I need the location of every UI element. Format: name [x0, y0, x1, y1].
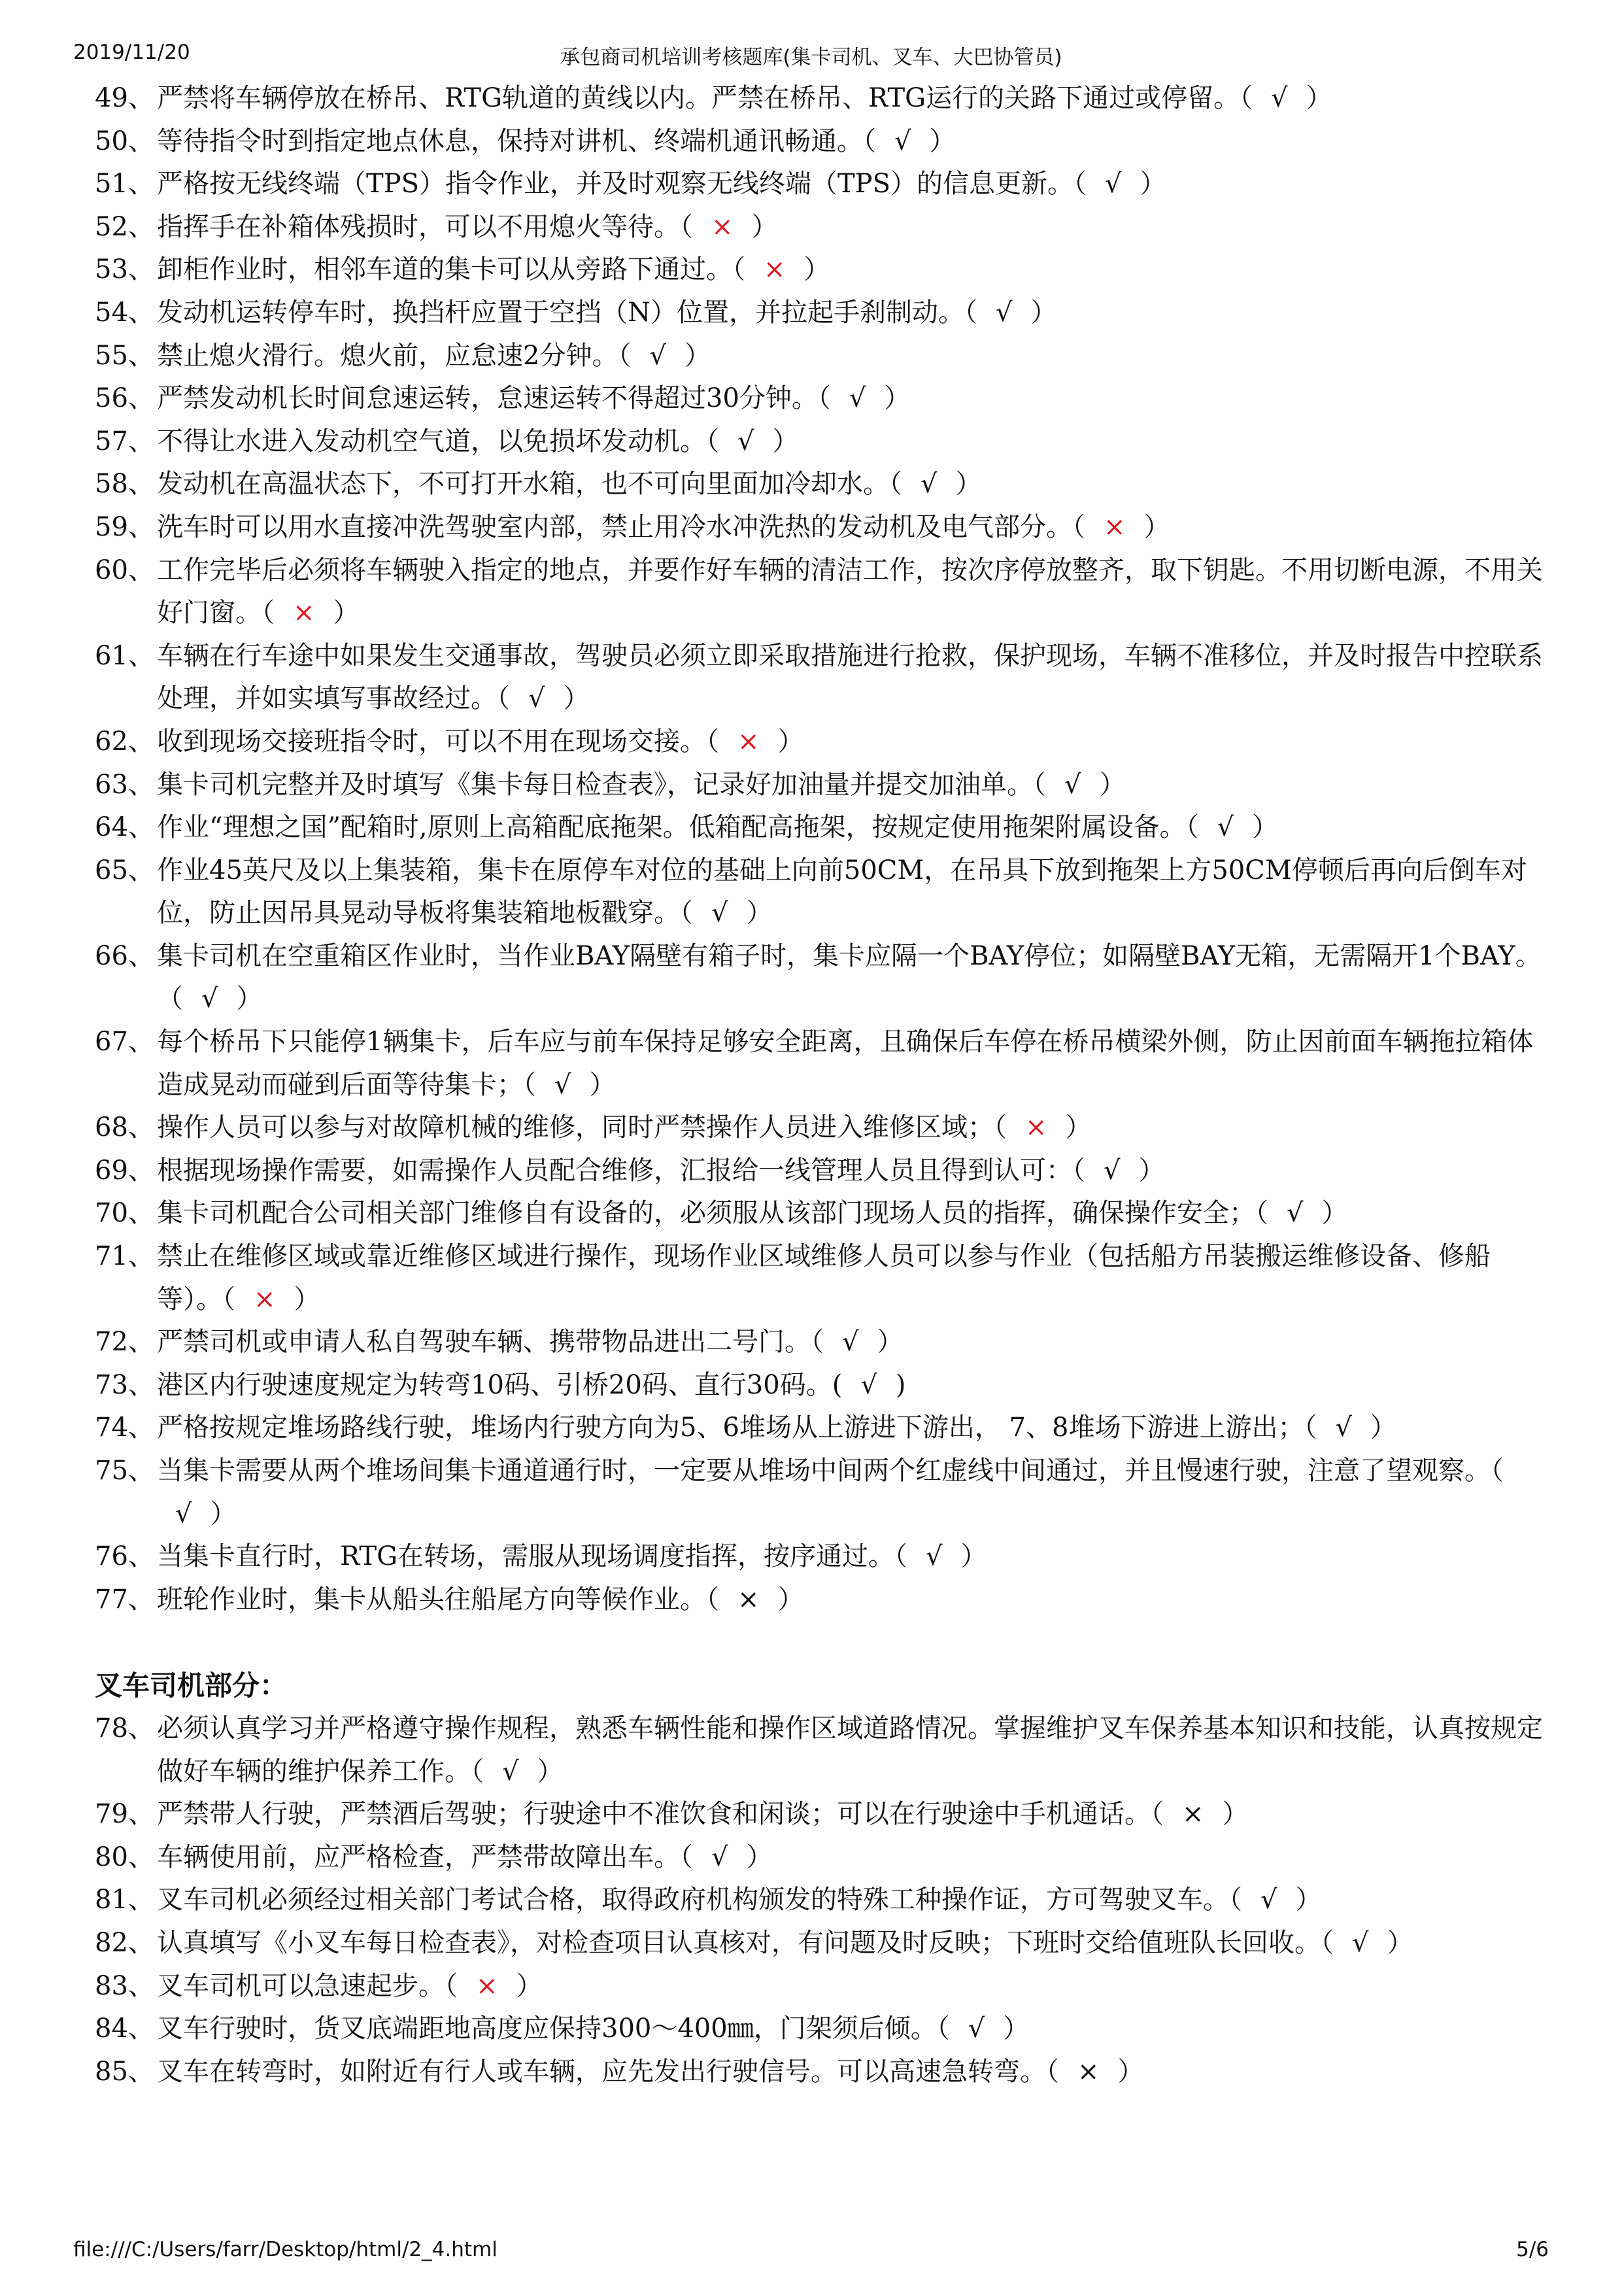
- question-text: 港区内行驶速度规定为转弯10码、引桥20码、直行30码。: [157, 1369, 832, 1400]
- question-number: 64、: [95, 812, 154, 843]
- question-text: 叉车在转弯时，如附近有行人或车辆，应先发出行驶信号。可以高速急转弯。: [157, 2056, 1046, 2087]
- question-item: [95, 721, 1546, 764]
- question-text: 洗车时可以用水直接冲洗驾驶室内部，禁止用冷水冲洗热的发动机及电气部分。: [157, 511, 1072, 542]
- answer-check-mark: √: [554, 1069, 571, 1100]
- answer-check-mark: √: [1335, 1413, 1353, 1443]
- answer-check-mark: √: [921, 469, 938, 500]
- question-list: [95, 77, 1546, 2093]
- question-number: 67、: [95, 1027, 154, 1057]
- question-item: [95, 1407, 1546, 1450]
- answer-open-paren: （: [894, 1541, 908, 1572]
- answer-cross-mark: ×: [764, 254, 786, 285]
- answer-open-paren: （: [889, 469, 902, 500]
- question-item: [95, 335, 1546, 378]
- question-text: 收到现场交接班指令时，可以不用在现场交接。: [157, 726, 706, 757]
- question-text: 禁止在维修区域或靠近维修区域进行操作，现场作业区域维修人员可以参与作业（包括船方吊装搬运维修设备、修船等）。: [157, 1241, 1491, 1314]
- question-item: [95, 1707, 1546, 1793]
- truck-driver-questions: [95, 77, 1546, 1621]
- answer-cross-mark: ×: [254, 1284, 276, 1314]
- question-item: [95, 163, 1546, 206]
- answer-open-paren: （: [157, 984, 183, 1014]
- question-number: 54、: [95, 297, 154, 328]
- answer-open-paren: （: [1185, 812, 1199, 843]
- question-item: [95, 1922, 1546, 1965]
- answer-open-paren: （: [706, 726, 719, 757]
- question-item: [95, 1836, 1546, 1879]
- question-item: [95, 120, 1546, 163]
- question-number: 73、: [95, 1369, 154, 1400]
- question-item: [95, 1321, 1546, 1364]
- question-item: [95, 1579, 1546, 1622]
- question-text: 发动机在高温状态下，不可打开水箱，也不可向里面加冷却水。: [157, 469, 889, 500]
- answer-open-paren: （: [680, 1842, 693, 1872]
- answer-open-paren: （: [1046, 2056, 1059, 2087]
- answer-close-paren: ）: [751, 211, 778, 242]
- question-text: 等待指令时到指定地点休息，保持对讲机、终端机通讯畅通。: [157, 126, 863, 156]
- answer-check-mark: √: [711, 898, 728, 929]
- question-number: 65、: [95, 855, 154, 885]
- answer-open-paren: （: [817, 383, 831, 414]
- question-text: 工作完毕后必须将车辆驶入指定的地点，并要作好车辆的清洁工作，按次序停放整齐，取下钥匙。不用切断电源，不用关好门窗。: [157, 555, 1543, 628]
- answer-close-paren: ）: [1387, 1927, 1413, 1958]
- question-number: 72、: [95, 1327, 154, 1358]
- question-text: 当集卡直行时，RTG在转场，需服从现场调度指挥，按序通过。: [157, 1541, 895, 1572]
- answer-check-mark: √: [996, 297, 1013, 328]
- answer-check-mark: √: [201, 984, 218, 1014]
- question-item: [95, 1879, 1546, 1922]
- answer-open-paren: （: [1229, 1885, 1242, 1915]
- question-text: 严禁将车辆停放在桥吊、RTG轨道的黄线以内。严禁在桥吊、RTG运行的关路下通过或停留。: [157, 83, 1240, 113]
- question-number: 80、: [95, 1842, 154, 1872]
- question-text: 车辆在行车途中如果发生交通事故，驾驶员必须立即采取措施进行抢救，保护现场，车辆不准移位，并及时报告中控联系处理，并如实填写事故经过。: [157, 640, 1543, 714]
- answer-close-paren: ）: [1140, 169, 1166, 199]
- answer-open-paren: （: [1491, 1456, 1504, 1486]
- answer-open-paren: （: [1072, 511, 1085, 542]
- answer-open-paren: （: [523, 1069, 536, 1100]
- document-title: 承包商司机培训考核题库(集卡司机、叉车、大巴协管员): [560, 46, 1062, 69]
- question-number: 83、: [95, 1970, 154, 2001]
- answer-open-paren: （: [618, 340, 632, 371]
- answer-close-paren: ）: [294, 1284, 320, 1314]
- file-url[interactable]: file:///C:/Users/farr/Desktop/html/2_4.html: [73, 2238, 498, 2261]
- question-number: 70、: [95, 1198, 154, 1229]
- answer-close-paren: ）: [746, 898, 773, 929]
- question-text: 严格按无线终端（TPS）指令作业，并及时观察无线终端（TPS）的信息更新。: [157, 169, 1073, 199]
- question-number: 79、: [95, 1799, 154, 1830]
- answer-check-mark: √: [1271, 83, 1288, 113]
- answer-open-paren: （: [732, 254, 745, 285]
- question-item: [95, 806, 1546, 849]
- question-text: 严禁发动机长时间怠速运转，怠速运转不得超过30分钟。: [157, 383, 818, 414]
- answer-close-paren: ）: [777, 726, 804, 757]
- answer-close-paren: ）: [960, 1541, 987, 1572]
- question-text: 根据现场操作需要，如需操作人员配合维修，汇报给一线管理人员且得到认可：: [157, 1155, 1072, 1186]
- answer-cross-mark: ×: [476, 1970, 498, 2001]
- question-text: 作业“理想之国”配箱时,原则上高箱配底拖架。低箱配高拖架，按规定使用拖架附属设备。: [157, 812, 1186, 843]
- answer-close-paren: ）: [1030, 297, 1057, 328]
- question-item: [95, 1150, 1546, 1193]
- question-item: [95, 206, 1546, 249]
- answer-close-paren: ）: [1370, 1413, 1397, 1443]
- answer-close-paren: ）: [803, 254, 830, 285]
- question-number: 68、: [95, 1112, 154, 1143]
- answer-cross-mark: ×: [1104, 511, 1126, 542]
- answer-open-paren: （: [964, 297, 977, 328]
- answer-open-paren: （: [497, 683, 510, 714]
- question-item: [95, 1364, 1546, 1407]
- answer-close-paren: ）: [955, 469, 982, 500]
- answer-open-paren: （: [706, 1584, 719, 1615]
- answer-open-paren: （: [680, 211, 693, 242]
- answer-close-paren: ）: [589, 1069, 616, 1100]
- answer-open-paren: （: [1073, 169, 1087, 199]
- answer-open-paren: (: [832, 1369, 843, 1400]
- question-number: 49、: [95, 83, 154, 113]
- question-text: 集卡司机在空重箱区作业时，当作业BAY隔壁有箱子时，集卡应隔一个BAY停位；如隔壁BAY无箱，无需隔开1个BAY。: [157, 940, 1542, 971]
- answer-close-paren: ）: [1065, 1112, 1092, 1143]
- answer-close-paren: ）: [746, 1842, 773, 1872]
- question-number: 55、: [95, 340, 154, 371]
- answer-cross-mark: ×: [1025, 1112, 1047, 1143]
- answer-close-paren: ）: [884, 383, 911, 414]
- question-text: 认真填写《小叉车每日检查表》，对检查项目认真核对，有问题及时反映；下班时交给值班队长回收。: [157, 1927, 1321, 1958]
- answer-open-paren: （: [262, 598, 275, 628]
- print-date: 2019/11/20: [73, 41, 190, 64]
- question-item: [95, 1793, 1546, 1836]
- question-item: [95, 2051, 1546, 2094]
- answer-check-mark: √: [894, 126, 911, 156]
- question-item: [95, 1192, 1546, 1235]
- answer-open-paren: （: [1033, 769, 1046, 800]
- answer-close-paren: ）: [1321, 1198, 1348, 1229]
- question-item: [95, 77, 1546, 120]
- question-text: 班轮作业时，集卡从船头往船尾方向等候作业。: [157, 1584, 706, 1615]
- question-item: [95, 506, 1546, 549]
- question-item: [95, 1535, 1546, 1579]
- answer-open-paren: （: [222, 1284, 235, 1314]
- answer-check-mark: √: [1105, 169, 1122, 199]
- answer-open-paren: （: [1240, 83, 1253, 113]
- answer-cross-mark: ×: [711, 211, 734, 242]
- question-text: 叉车司机可以急速起步。: [157, 1970, 445, 2001]
- answer-open-paren: （: [811, 1327, 824, 1358]
- question-text: 叉车行驶时，货叉底端距地高度应保持300～400㎜，门架须后倾。: [157, 2013, 937, 2044]
- question-text: 每个桥吊下只能停1辆集卡，后车应与前车保持足够安全距离，且确保后车停在桥吊横梁外侧，防止因前面车辆拖拉箱体造成晃动而碰到后面等待集卡；: [157, 1027, 1534, 1100]
- question-text: 发动机运转停车时，换挡杆应置于空挡（N）位置，并拉起手刹制动。: [157, 297, 964, 328]
- question-item: [95, 764, 1546, 807]
- answer-check-mark: √: [1352, 1927, 1369, 1958]
- answer-cross-mark: ×: [737, 1584, 760, 1615]
- answer-close-paren: ）: [877, 1327, 904, 1358]
- question-item: [95, 1450, 1546, 1535]
- question-number: 74、: [95, 1413, 154, 1443]
- answer-open-paren: （: [445, 1970, 458, 2001]
- answer-close-paren: ）: [1252, 812, 1279, 843]
- answer-check-mark: √: [528, 683, 545, 714]
- question-text: 指挥手在补箱体残损时，可以不用熄火等待。: [157, 211, 680, 242]
- question-number: 76、: [95, 1541, 154, 1572]
- answer-close-paren: ）: [1295, 1885, 1322, 1915]
- answer-cross-mark: ×: [293, 598, 315, 628]
- answer-open-paren: （: [706, 426, 719, 456]
- question-number: 60、: [95, 555, 154, 585]
- answer-close-paren: ): [895, 1369, 906, 1400]
- question-number: 56、: [95, 383, 154, 414]
- answer-check-mark: √: [968, 2013, 985, 2044]
- question-number: 59、: [95, 511, 154, 542]
- question-item: [95, 292, 1546, 335]
- question-text: 当集卡需要从两个堆场间集卡通道通行时，一定要从堆场中间两个红虚线中间通过，并且慢速行驶，注意了望观察。: [157, 1456, 1491, 1486]
- question-item: [95, 248, 1546, 292]
- answer-close-paren: ）: [210, 1498, 237, 1529]
- answer-cross-mark: ×: [737, 726, 760, 757]
- answer-close-paren: ）: [929, 126, 956, 156]
- question-item: [95, 1235, 1546, 1321]
- question-text: 严禁带人行驶，严禁酒后驾驶；行驶途中不准饮食和闲谈；可以在行驶途中手机通话。: [157, 1799, 1151, 1830]
- answer-close-paren: ）: [1003, 2013, 1030, 2044]
- answer-close-paren: ）: [1099, 769, 1126, 800]
- answer-open-paren: （: [936, 2013, 950, 2044]
- question-item: [95, 1965, 1546, 2008]
- answer-check-mark: √: [1260, 1885, 1277, 1915]
- question-item: [95, 1106, 1546, 1150]
- answer-open-paren: （: [1304, 1413, 1317, 1443]
- forklift-driver-questions: [95, 1707, 1546, 2093]
- answer-check-mark: √: [1064, 769, 1081, 800]
- answer-cross-mark: ×: [1182, 1799, 1204, 1830]
- answer-open-paren: （: [863, 126, 876, 156]
- answer-close-paren: ）: [333, 598, 360, 628]
- question-text: 集卡司机完整并及时填写《集卡每日检查表》，记录好加油量并提交加油单。: [157, 769, 1033, 800]
- question-text: 必须认真学习并严格遵守操作规程，熟悉车辆性能和操作区域道路情况。掌握维护叉车保养基本知识和技能，认真按规定做好车辆的维护保养工作。: [157, 1713, 1543, 1787]
- answer-check-mark: √: [502, 1756, 519, 1787]
- question-text: 作业45英尺及以上集装箱，集卡在原停车对位的基础上向前50CM，在吊具下放到拖架上方50CM停顿后再向后倒车对位，防止因吊具晃动导板将集装箱地板戳穿。: [157, 855, 1527, 929]
- question-number: 62、: [95, 726, 154, 757]
- question-text: 严格按规定堆场路线行驶，堆场内行驶方向为5、6堆场从上游进下游出， 7、8堆场下游进上游出；: [157, 1413, 1304, 1443]
- question-number: 50、: [95, 126, 154, 156]
- answer-open-paren: （: [994, 1112, 1007, 1143]
- answer-open-paren: （: [471, 1756, 484, 1787]
- question-item: [95, 420, 1546, 464]
- page-number: 5/6: [1516, 2238, 1549, 2261]
- answer-check-mark: √: [1104, 1155, 1121, 1186]
- answer-open-paren: （: [1151, 1799, 1164, 1830]
- section-title-forklift: 叉车司机部分：: [95, 1670, 288, 1702]
- answer-close-paren: ）: [1138, 1155, 1165, 1186]
- answer-close-paren: ）: [1117, 2056, 1144, 2087]
- question-number: 85、: [95, 2056, 154, 2087]
- question-number: 52、: [95, 211, 154, 242]
- question-number: 66、: [95, 940, 154, 971]
- question-text: 集卡司机配合公司相关部门维修自有设备的，必须服从该部门现场人员的指挥，确保操作安全；: [157, 1198, 1255, 1229]
- question-number: 77、: [95, 1584, 154, 1615]
- answer-close-paren: ）: [684, 340, 711, 371]
- answer-close-paren: ）: [236, 984, 263, 1014]
- answer-check-mark: √: [737, 426, 754, 456]
- answer-cross-mark: ×: [1077, 2056, 1100, 2087]
- answer-close-paren: ）: [1222, 1799, 1249, 1830]
- question-number: 82、: [95, 1927, 154, 1958]
- question-text: 操作人员可以参与对故障机械的维修，同时严禁操作人员进入维修区域；: [157, 1112, 994, 1143]
- question-item: [95, 463, 1546, 506]
- question-number: 81、: [95, 1885, 154, 1915]
- question-item: [95, 2008, 1546, 2051]
- question-number: 57、: [95, 426, 154, 456]
- question-number: 53、: [95, 254, 154, 285]
- question-item: [95, 1021, 1546, 1106]
- question-text: 叉车司机必须经过相关部门考试合格，取得政府机构颁发的特殊工种操作证，方可驾驶叉车。: [157, 1885, 1229, 1915]
- question-item: [95, 377, 1546, 420]
- answer-check-mark: √: [842, 1327, 859, 1358]
- answer-close-paren: ）: [772, 426, 799, 456]
- question-text: 车辆使用前，应严格检查，严禁带故障出车。: [157, 1842, 680, 1872]
- question-number: 51、: [95, 169, 154, 199]
- answer-open-paren: （: [1072, 1155, 1085, 1186]
- answer-check-mark: √: [1217, 812, 1234, 843]
- answer-check-mark: √: [175, 1498, 192, 1529]
- answer-check-mark: √: [926, 1541, 943, 1572]
- question-number: 63、: [95, 769, 154, 800]
- question-text: 禁止熄火滑行。熄火前，应怠速2分钟。: [157, 340, 618, 371]
- answer-close-paren: ）: [777, 1584, 804, 1615]
- question-item: [95, 935, 1546, 1021]
- question-number: 58、: [95, 469, 154, 500]
- answer-check-mark: √: [649, 340, 666, 371]
- answer-close-paren: ）: [516, 1970, 543, 2001]
- question-item: [95, 849, 1546, 935]
- answer-open-paren: （: [1255, 1198, 1268, 1229]
- question-number: 78、: [95, 1713, 154, 1743]
- question-text: 严禁司机或申请人私自驾驶车辆、携带物品进出二号门。: [157, 1327, 811, 1358]
- answer-check-mark: √: [860, 1369, 877, 1400]
- question-text: 卸柜作业时，相邻车道的集卡可以从旁路下通过。: [157, 254, 732, 285]
- question-number: 71、: [95, 1241, 154, 1272]
- answer-close-paren: ）: [537, 1756, 564, 1787]
- answer-close-paren: ）: [1143, 511, 1170, 542]
- question-item: [95, 635, 1546, 721]
- answer-check-mark: √: [1287, 1198, 1304, 1229]
- question-number: 75、: [95, 1456, 154, 1486]
- answer-check-mark: √: [849, 383, 866, 414]
- question-number: 69、: [95, 1155, 154, 1186]
- question-number: 84、: [95, 2013, 154, 2044]
- answer-check-mark: √: [711, 1842, 728, 1872]
- answer-close-paren: ）: [1306, 83, 1332, 113]
- answer-open-paren: （: [1321, 1927, 1334, 1958]
- answer-open-paren: （: [680, 898, 693, 929]
- answer-close-paren: ）: [563, 683, 590, 714]
- question-item: [95, 549, 1546, 635]
- question-number: 61、: [95, 640, 154, 671]
- question-text: 不得让水进入发动机空气道，以免损坏发动机。: [157, 426, 706, 456]
